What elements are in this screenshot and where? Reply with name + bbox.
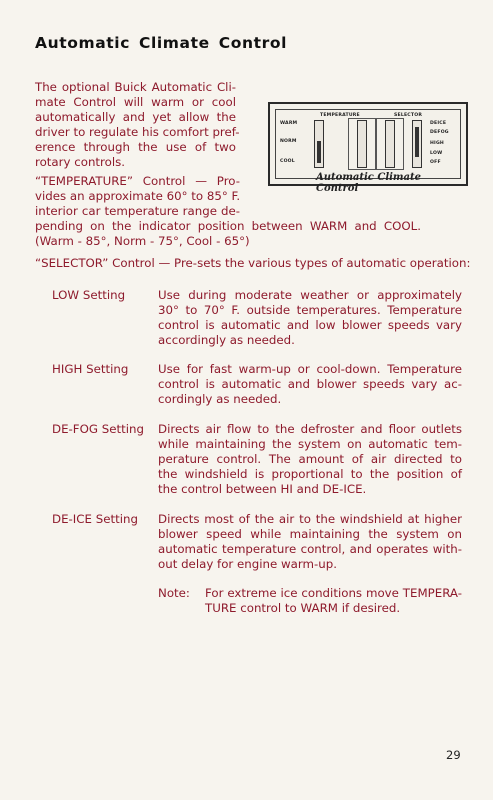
panel-deice-label: DEICE: [430, 121, 447, 126]
panel-warm-label: WARM: [280, 121, 298, 126]
panel-logo-script: Automatic Climate Control: [316, 172, 421, 194]
panel-off-label: OFF: [430, 160, 441, 165]
temperature-line: interior car temperature range de-: [35, 204, 240, 218]
panel-norm-label: NORM: [280, 139, 297, 144]
description-line: accordingly as needed.: [158, 333, 295, 347]
temperature-line: (Warm - 85°, Norm - 75°, Cool - 65°): [35, 234, 250, 248]
intro-line: automatically and yet allow the: [35, 110, 236, 124]
low-setting-description: [158, 288, 462, 348]
description-line: Directs most of the air to the windshield at higher: [158, 512, 462, 526]
description-line: the windshield is proportional to the position of: [158, 467, 462, 481]
temperature-line: pending on the indicator position between WARM and COOL.: [35, 219, 421, 233]
temperature-line: “TEMPERATURE” Control — Pro-: [35, 174, 240, 188]
description-line: Use during moderate weather or approximately: [158, 288, 462, 302]
panel-defog-label: DEFOG: [430, 130, 449, 135]
intro-line: The optional Buick Automatic Cli-: [35, 80, 236, 94]
description-line: blower speed while maintaining the system on: [158, 527, 462, 541]
high-setting-term: HIGH Setting: [52, 362, 129, 376]
description-line: cordingly as needed.: [158, 392, 282, 406]
intro-line: rotary controls.: [35, 155, 126, 169]
vent-slot: [385, 120, 395, 168]
note-label: Note:: [158, 586, 190, 600]
panel-low-label: LOW: [430, 151, 443, 156]
description-line: out delay for engine warm-up.: [158, 557, 337, 571]
panel-cool-label: COOL: [280, 159, 295, 164]
intro-line: erence through the use of two: [35, 140, 236, 154]
description-line: while maintaining the system on automatic tem-: [158, 437, 462, 451]
deice-setting-term: DE-ICE Setting: [52, 512, 138, 526]
page-title: Automatic Climate Control: [35, 34, 288, 52]
description-line: control is automatic and low blower speeds vary: [158, 318, 462, 332]
note-line: TURE control to WARM if desired.: [205, 601, 401, 615]
description-line: control is automatic and blower speeds vary ac-: [158, 377, 462, 391]
panel-frame: [275, 109, 461, 194]
note-line: For extreme ice conditions move TEMPERA-: [205, 586, 462, 600]
page-number: 29: [446, 748, 461, 762]
description-line: 30° to 70° F. outside temperatures. Temperature: [158, 303, 462, 317]
panel-temperature-label: TEMPERATURE: [320, 113, 360, 118]
center-vent-group-right: [376, 118, 404, 170]
selector-intro: “SELECTOR” Control — Pre-sets the various types of automatic operation:: [35, 256, 471, 270]
description-line: automatic temperature control, and operates with-: [158, 542, 462, 556]
description-line: Directs air flow to the defroster and floor outlets: [158, 422, 462, 436]
center-vent-group-left: [348, 118, 376, 170]
intro-line: driver to regulate his comfort pref-: [35, 125, 240, 139]
vent-slot: [357, 120, 367, 168]
defog-setting-term: DE-FOG Setting: [52, 422, 144, 436]
high-setting-description: [158, 362, 462, 407]
description-line: perature control. The amount of air directed to: [158, 452, 462, 466]
deice-setting-description: [158, 512, 462, 572]
climate-control-panel-illustration: [268, 102, 468, 194]
selector-slider: [412, 120, 422, 168]
note-text: [205, 586, 462, 616]
description-line: Use for fast warm-up or cool-down. Temperature: [158, 362, 462, 376]
intro-line: mate Control will warm or cool: [35, 95, 236, 109]
panel-selector-label: SELECTOR: [394, 113, 423, 118]
panel-high-label: HIGH: [430, 141, 444, 146]
low-setting-term: LOW Setting: [52, 288, 126, 302]
temperature-line: vides an approximate 60° to 85° F.: [35, 189, 241, 203]
description-line: the control between HI and DE-ICE.: [158, 482, 367, 496]
temperature-slider: [314, 120, 324, 168]
defog-setting-description: [158, 422, 462, 497]
